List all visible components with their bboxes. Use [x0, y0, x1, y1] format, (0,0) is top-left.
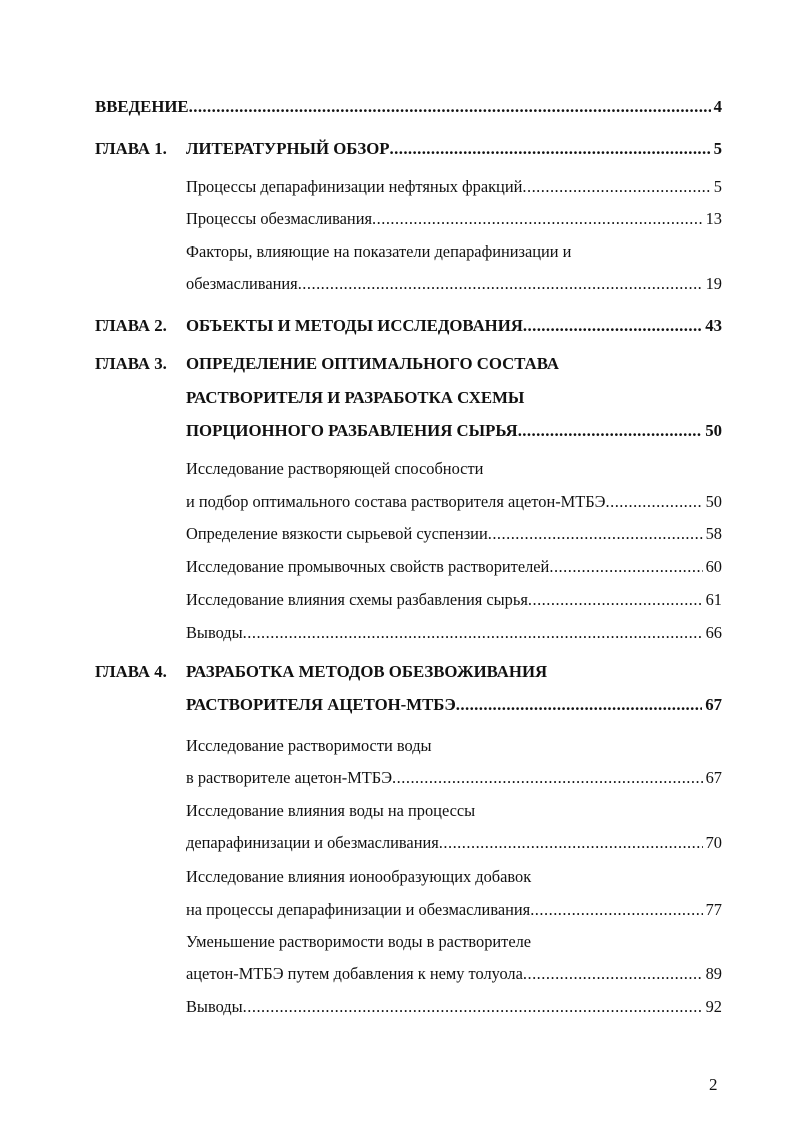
toc-entry-3-4[interactable]: [186, 587, 722, 613]
dot-leader: [549, 554, 702, 580]
chapter-label: ГЛАВА 2.: [95, 316, 167, 335]
toc-entry-4-4[interactable]: [186, 961, 722, 987]
toc-entry-page: 61: [705, 590, 722, 609]
dot-leader: [530, 897, 702, 923]
dot-leader: [392, 765, 703, 791]
dot-leader: [606, 489, 703, 515]
chapter-label: ГЛАВА 4.: [95, 662, 167, 681]
toc-entry-title: депарафинизации и обезмасливания: [186, 833, 439, 852]
toc-entry-title-line1: Уменьшение растворимости воды в растворителе: [186, 932, 532, 951]
toc-entry-page: 67: [705, 695, 722, 714]
toc-entry-page: 70: [705, 833, 722, 852]
toc-entry-page: 77: [705, 900, 722, 919]
toc-entry-3-1[interactable]: [186, 489, 722, 515]
toc-entry-1-1[interactable]: [186, 174, 722, 200]
toc-entry-title: и подбор оптимального состава растворителя ацетон-МТБЭ: [186, 492, 606, 511]
toc-entry-page: 67: [705, 768, 722, 787]
toc-entry-page: 19: [705, 274, 722, 293]
toc-entry-title-line1: Исследование растворимости воды: [186, 736, 432, 755]
toc-entry-page: 4: [713, 97, 722, 116]
dot-leader: [243, 620, 703, 646]
toc-entry-title: Исследование промывочных свойств растворителей: [186, 557, 550, 576]
toc-entry-page: 5: [713, 139, 722, 158]
toc-entry-title: ОБЪЕКТЫ И МЕТОДЫ ИССЛЕДОВАНИЯ: [186, 316, 523, 335]
toc-entry-page: 50: [705, 492, 722, 511]
toc-entry-chapter-3[interactable]: [186, 418, 722, 444]
toc-entry-title: Выводы: [186, 997, 243, 1016]
toc-entry-page: 13: [705, 209, 722, 228]
toc-entry-chapter-4[interactable]: [186, 692, 722, 718]
toc-entry-1-2[interactable]: [186, 206, 722, 232]
toc-entry-title: Определение вязкости сырьевой суспензии: [186, 524, 488, 543]
dot-leader: [243, 994, 703, 1020]
toc-entry-title: Выводы: [186, 623, 243, 642]
toc-entry-title: Процессы обезмасливания: [186, 209, 373, 228]
toc-entry-page: 89: [705, 964, 722, 983]
toc-entry-3-3[interactable]: [186, 554, 722, 580]
dot-leader: [390, 136, 711, 162]
page-number: 2: [709, 1075, 718, 1094]
dot-leader: [523, 313, 702, 339]
toc-entry-page: 43: [705, 316, 722, 335]
toc-entry-title: ПОРЦИОННОГО РАЗБАВЛЕНИЯ СЫРЬЯ: [186, 421, 518, 440]
toc-entry-chapter-2[interactable]: [186, 313, 722, 339]
toc-entry-page: 60: [705, 557, 722, 576]
toc-entry-1-3[interactable]: [186, 271, 722, 297]
chapter-label: ГЛАВА 3.: [95, 354, 167, 373]
dot-leader: [456, 692, 702, 718]
toc-entry-title: на процессы депарафинизации и обезмасливания: [186, 900, 531, 919]
toc-entry-title-line1: Исследование влияния воды на процессы: [186, 801, 476, 820]
chapter-3-title-line2: РАСТВОРИТЕЛЯ И РАЗРАБОТКА СХЕМЫ: [186, 388, 525, 407]
toc-entry-title: ВВЕДЕНИЕ: [95, 97, 189, 116]
toc-entry-4-2[interactable]: [186, 830, 722, 856]
toc-entry-4-1[interactable]: [186, 765, 722, 791]
toc-entry-title-line1: Исследование растворяющей способности: [186, 459, 484, 478]
dot-leader: [523, 961, 703, 987]
dot-leader: [528, 587, 703, 613]
toc-entry-title: в растворителе ацетон-МТБЭ: [186, 768, 393, 787]
dot-leader: [372, 206, 703, 232]
toc-entry-3-5[interactable]: [186, 620, 722, 646]
toc-entry-intro[interactable]: [95, 94, 722, 120]
toc-entry-page: 66: [705, 623, 722, 642]
dot-leader: [522, 174, 710, 200]
chapter-3-title-line1: ОПРЕДЕЛЕНИЕ ОПТИМАЛЬНОГО СОСТАВА: [186, 354, 560, 373]
dot-leader: [518, 418, 703, 444]
chapter-label: ГЛАВА 1.: [95, 139, 167, 158]
toc-entry-page: 92: [705, 997, 722, 1016]
toc-entry-page: 58: [705, 524, 722, 543]
toc-entry-page: 50: [705, 421, 722, 440]
toc-entry-title: РАСТВОРИТЕЛЯ АЦЕТОН-МТБЭ: [186, 695, 456, 714]
chapter-4-title-line1: РАЗРАБОТКА МЕТОДОВ ОБЕЗВОЖИВАНИЯ: [186, 662, 548, 681]
toc-entry-title: обезмасливания: [186, 274, 298, 293]
dot-leader: [439, 830, 703, 856]
toc-entry-title-line1: Исследование влияния ионообразующих добавок: [186, 867, 532, 886]
toc-entry-title: Процессы депарафинизации нефтяных фракций: [186, 177, 523, 196]
dot-leader: [488, 521, 703, 547]
toc-entry-title: Исследование влияния схемы разбавления сырья: [186, 590, 528, 609]
toc-entry-title: ацетон-МТБЭ путем добавления к нему толуола: [186, 964, 523, 983]
toc-entry-chapter-1[interactable]: [186, 136, 722, 162]
toc-entry-title-line1: Факторы, влияющие на показатели депарафинизации и: [186, 242, 572, 261]
toc-entry-4-5[interactable]: [186, 994, 722, 1020]
toc-entry-4-3[interactable]: [186, 897, 722, 923]
dot-leader: [298, 271, 703, 297]
toc-entry-title: ЛИТЕРАТУРНЫЙ ОБЗОР: [186, 139, 390, 158]
dot-leader: [189, 94, 711, 120]
toc-entry-3-2[interactable]: [186, 521, 722, 547]
toc-entry-page: 5: [713, 177, 722, 196]
